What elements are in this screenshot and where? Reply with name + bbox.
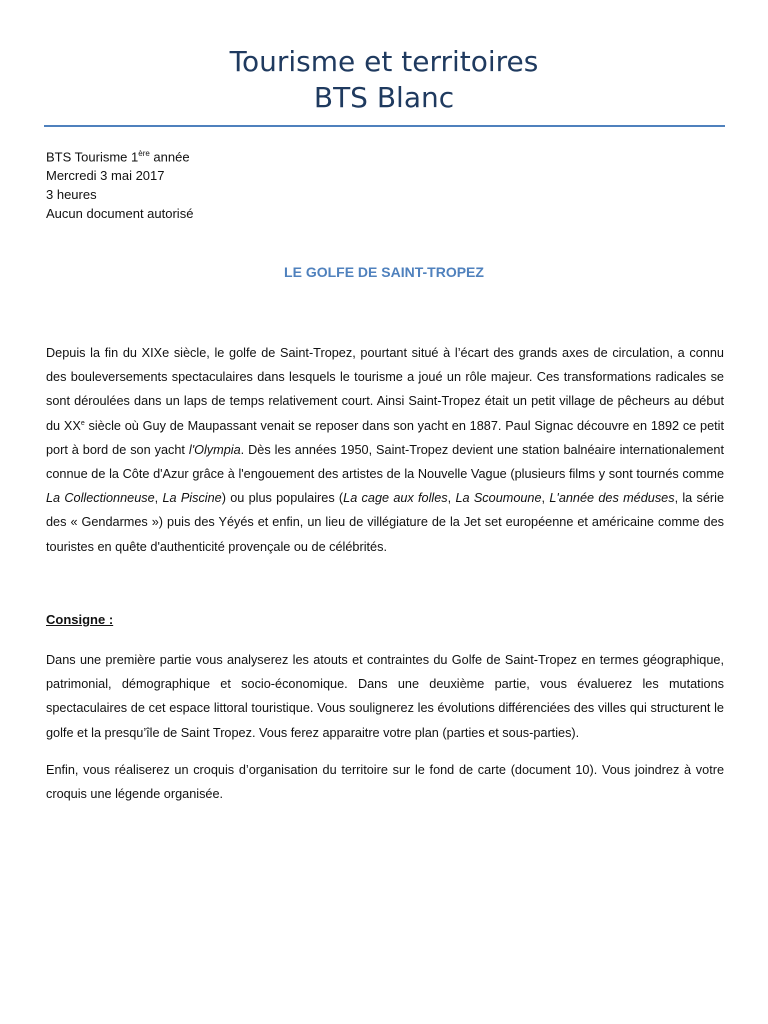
- consigne-paragraph-1: Dans une première partie vous analyserez les atouts et contraintes du Golfe de Saint-Tropez en termes géographique, patrimonial, démographique et socio-économique. Dans une deuxième partie, vous évaluerez les mutations spectaculaires de cet espace littoral touristique. Vous soulignerez les évolutions différenciées des villes qui structurent le golfe et la presqu’île de Saint Tropez. Vous ferez apparaitre votre plan (parties et sous-parties).: [46, 653, 724, 740]
- document-title: [0, 44, 768, 116]
- exam-info: [46, 144, 193, 223]
- consigne-paragraph-2: Enfin, vous réaliserez un croquis d’organisation du territoire sur le fond de carte (document 10). Vous joindrez à votre croquis une légende organisée.: [46, 763, 724, 802]
- film-title: La Collectionneuse: [46, 491, 155, 506]
- exam-duration: 3 heures: [46, 187, 97, 203]
- consigne-heading: Consigne :: [46, 612, 114, 627]
- title-divider: [44, 125, 725, 127]
- film-title: La Scoumoune: [455, 491, 542, 506]
- exam-rule: Aucun document autorisé: [46, 206, 194, 222]
- film-title: L'année des méduses: [549, 491, 675, 506]
- title-line-2: BTS Blanc: [313, 81, 455, 114]
- exam-date: Mercredi 3 mai 2017: [46, 168, 165, 184]
- intro-paragraph: Depuis la fin du XIXe siècle, le golfe de Saint-Tropez, pourtant situé à l’écart des grands axes de circulation, a connu des bouleversements spectaculaires dans lesquels le tourisme a joué un rôle majeur. Ces transformations radicales se sont déroulées dans un laps de temps relativement court. Ainsi Saint-Tropez était un petit village de pêcheurs au début du XXe siècle où Guy de Maupassant venait se reposer dans son yacht en 1887. Paul Signac découvre en 1892 ce petit port à bord de son yacht l'Olympia. Dès les années 1950, Saint-Tropez devient une station balnéaire internationalement connue de la Côte d'Azur grâce à l'engouement des artistes de la Nouvelle Vague (plusieurs films y sont tournés comme La Collectionneuse, La Piscine) ou plus populaires (La cage aux folles, La Scoumoune, L'année des méduses, la série des « Gendarmes ») puis des Yéyés et enfin, un lieu de villégiature de la Jet set européenne et américaine comme des touristes en quête d'authenticité provençale ou de célébrités.: [46, 346, 725, 554]
- course-line: BTS Tourisme 1ère année: [46, 149, 190, 165]
- section-title: LE GOLFE DE SAINT-TROPEZ: [284, 264, 484, 280]
- film-title: La Piscine: [162, 491, 222, 506]
- title-line-1: Tourisme et territoires: [229, 45, 539, 78]
- yacht-name: l'Olympia: [188, 442, 241, 457]
- film-title: La cage aux folles: [343, 491, 448, 506]
